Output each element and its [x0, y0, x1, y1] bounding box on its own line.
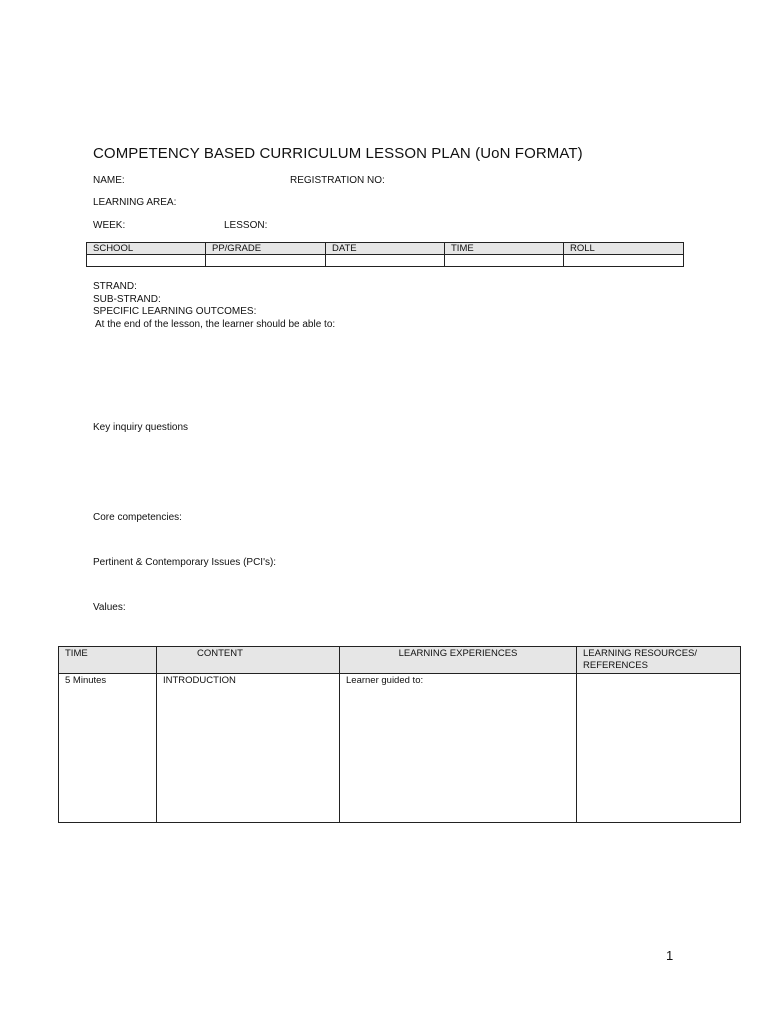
header-time: TIME: [445, 243, 564, 255]
value-pp-grade[interactable]: [206, 255, 326, 267]
plan-table-header-row: [59, 647, 741, 674]
name-label: NAME:: [93, 175, 125, 186]
header-plan-time: TIME: [59, 647, 157, 674]
page-number: 1: [666, 948, 674, 963]
value-roll[interactable]: [564, 255, 684, 267]
row-content[interactable]: INTRODUCTION: [157, 674, 340, 823]
header-learning-experiences: LEARNING EXPERIENCES: [340, 647, 577, 674]
value-school[interactable]: [87, 255, 206, 267]
page-title: COMPETENCY BASED CURRICULUM LESSON PLAN (UoN FORMAT): [93, 145, 583, 162]
row-learning-experiences[interactable]: Learner guided to:: [340, 674, 577, 823]
specific-outcomes-label: SPECIFIC LEARNING OUTCOMES:: [93, 306, 257, 317]
row-resources[interactable]: [577, 674, 741, 823]
outcomes-intro-text: At the end of the lesson, the learner should be able to:: [95, 319, 336, 330]
header-date: DATE: [326, 243, 445, 255]
lesson-label: LESSON:: [224, 220, 268, 231]
learning-area-label: LEARNING AREA:: [93, 197, 177, 208]
header-learning-resources: [577, 647, 741, 674]
header-learning-resources-line1: LEARNING RESOURCES/: [583, 648, 698, 659]
header-plan-content: CONTENT: [157, 647, 340, 674]
pcis-label: Pertinent & Contemporary Issues (PCI's):: [93, 557, 277, 568]
strand-label: STRAND:: [93, 281, 137, 292]
info-table-value-row: [87, 255, 684, 267]
row-time[interactable]: 5 Minutes: [59, 674, 157, 823]
week-label: WEEK:: [93, 220, 126, 231]
info-table-header-row: [87, 243, 684, 255]
registration-no-label: REGISTRATION NO:: [290, 175, 385, 186]
lesson-info-table: [86, 242, 684, 267]
value-date[interactable]: [326, 255, 445, 267]
lesson-plan-table: [58, 646, 741, 823]
values-label: Values:: [93, 602, 126, 613]
sub-strand-label: SUB-STRAND:: [93, 294, 161, 305]
plan-table-row: [59, 674, 741, 823]
value-time[interactable]: [445, 255, 564, 267]
key-inquiry-label: Key inquiry questions: [93, 422, 189, 433]
header-learning-resources-line2: REFERENCES: [583, 660, 648, 671]
header-roll: ROLL: [564, 243, 684, 255]
core-competencies-label: Core competencies:: [93, 512, 182, 523]
header-school: SCHOOL: [87, 243, 206, 255]
header-pp-grade: PP/GRADE: [206, 243, 326, 255]
